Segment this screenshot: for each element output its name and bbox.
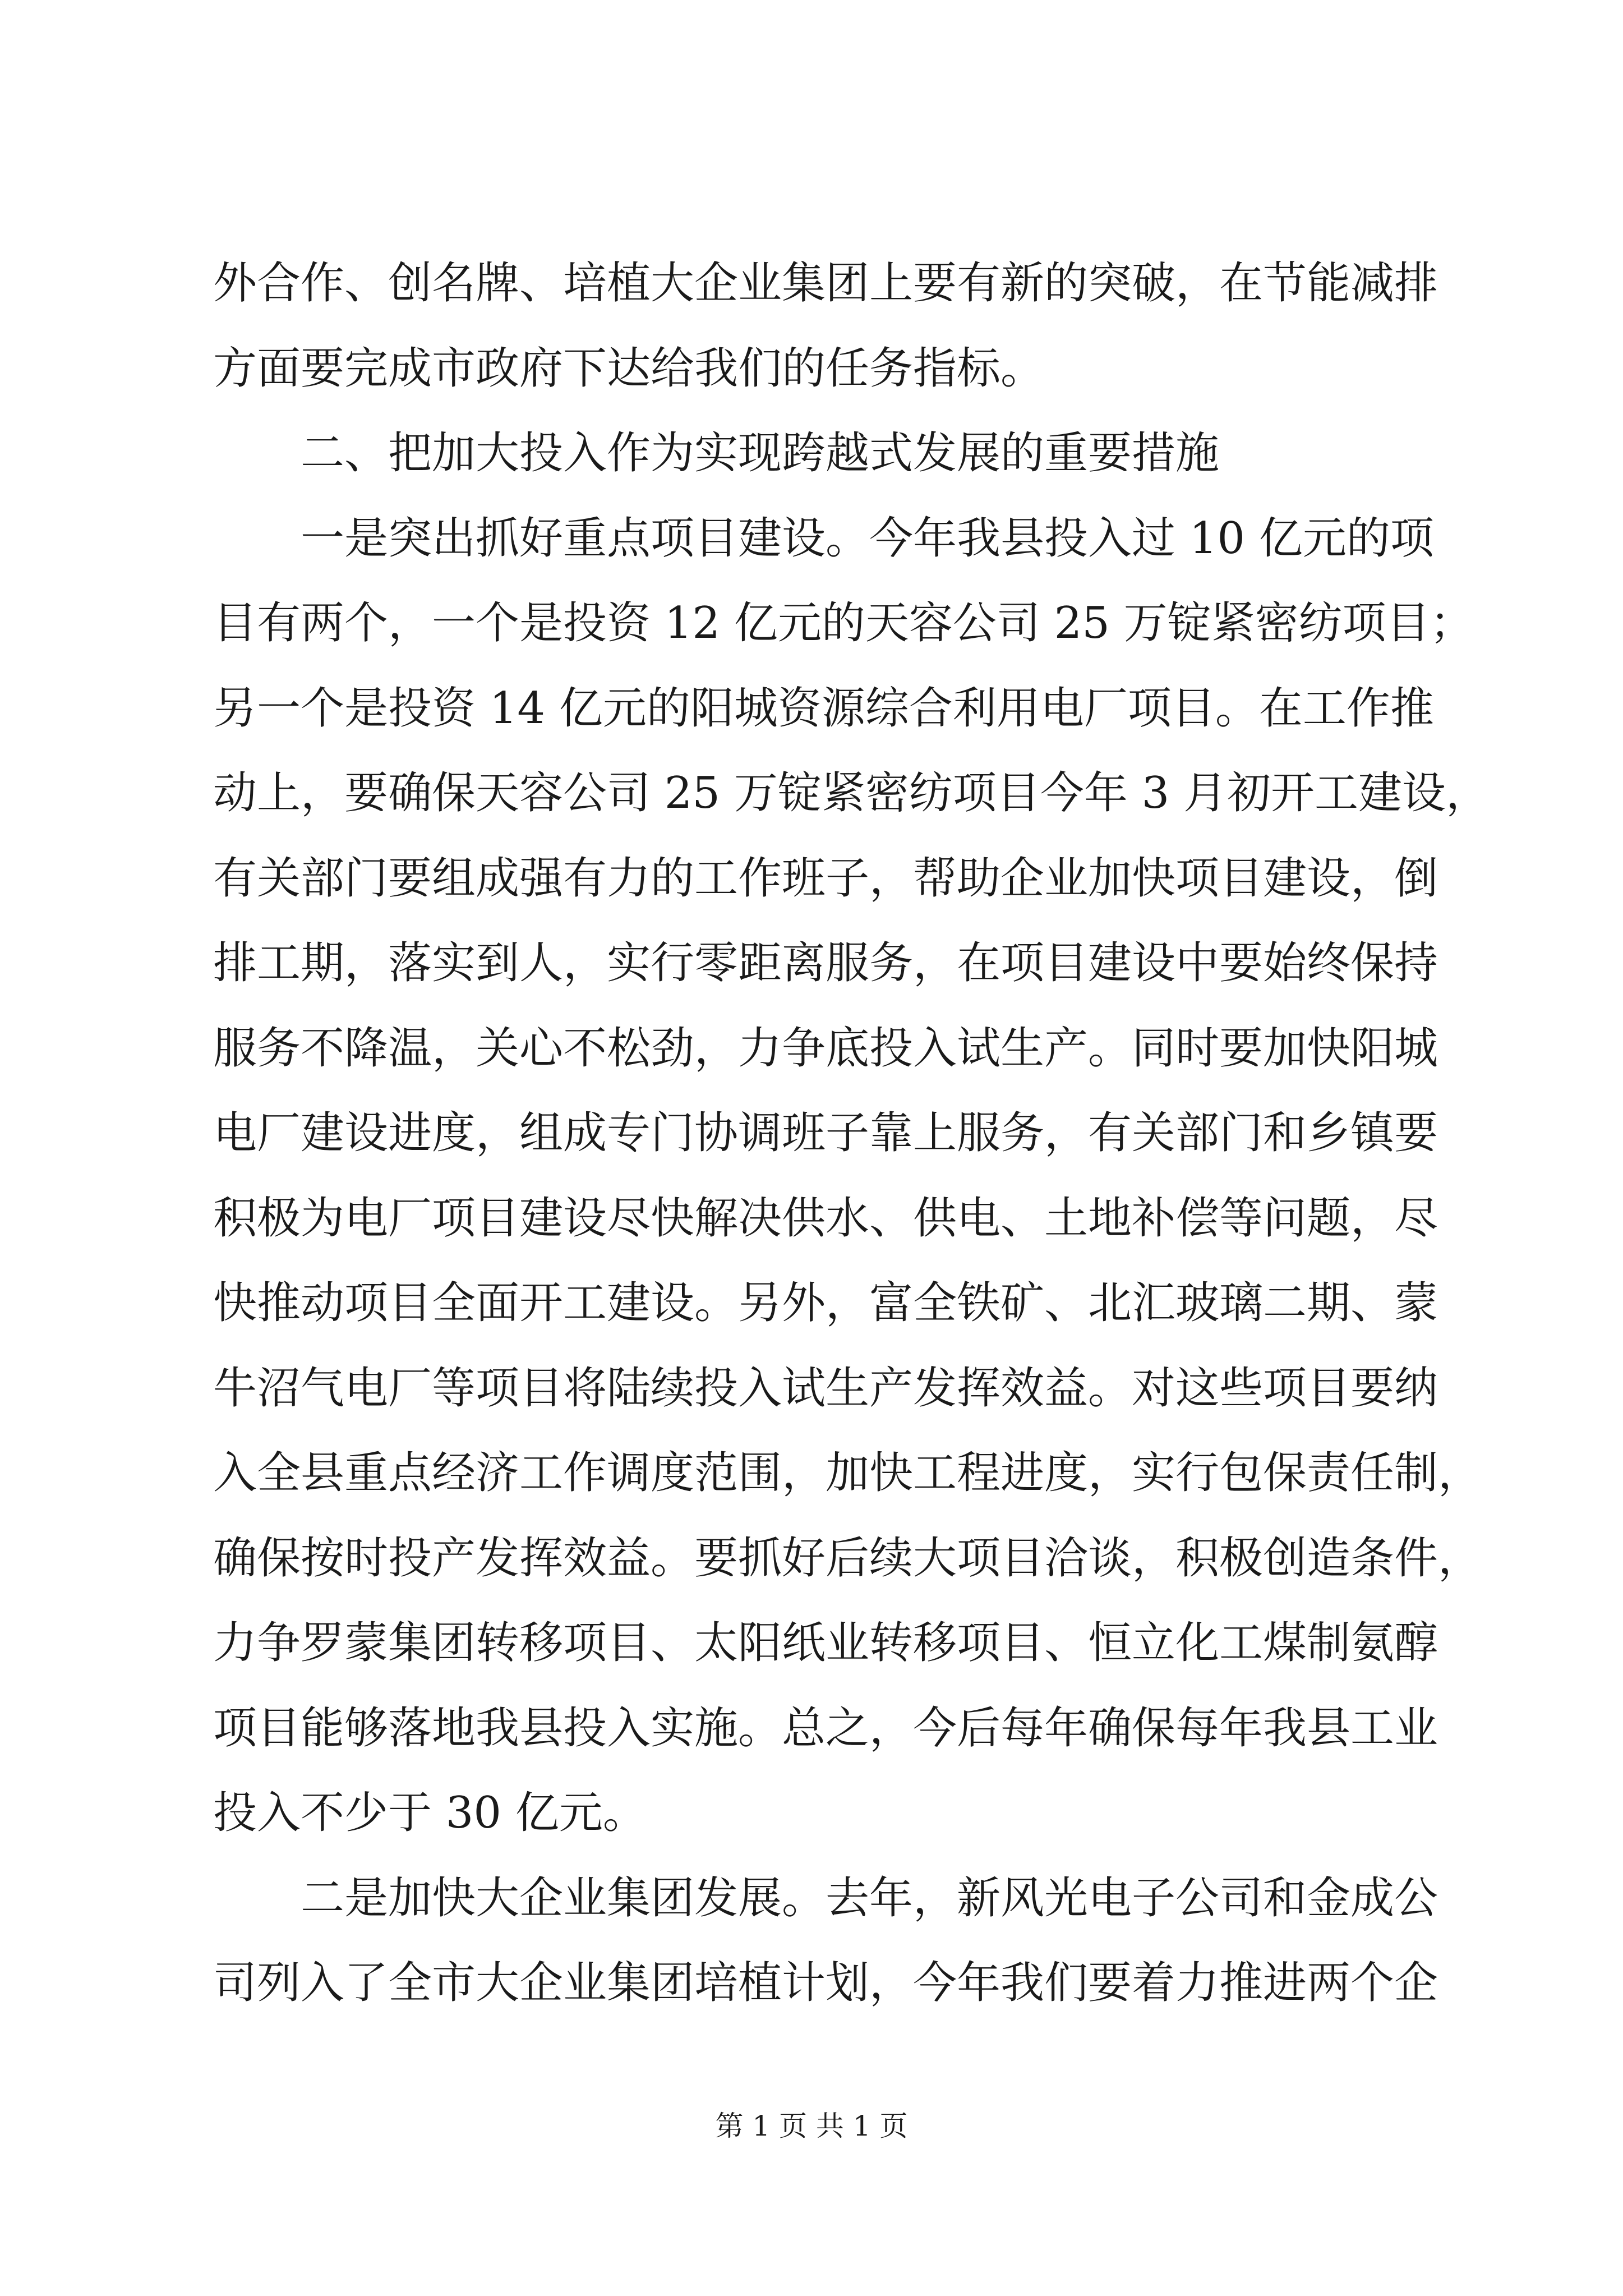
text-line: 有关部门要组成强有力的工作班子，帮助企业加快项目建设，倒 (213, 853, 1438, 904)
text-line: 项目能够落地我县投入实施。总之，今后每年确保每年我县工业 (213, 1703, 1438, 1754)
text-line: 积极为电厂项目建设尽快解决供水、供电、土地补偿等问题，尽 (213, 1193, 1438, 1244)
text-line: 方面要完成市政府下达给我们的任务指标。 (213, 343, 1045, 394)
text-line: 另一个是投资 14 亿元的阳城资源综合利用电厂项目。在工作推 (213, 683, 1434, 734)
text-line: 确保按时投产发挥效益。要抓好后续大项目洽谈，积极创造条件， (213, 1533, 1482, 1584)
text-line: 目有两个，一个是投资 12 亿元的天容公司 25 万锭紧密纺项目； (213, 598, 1474, 648)
section-heading: 二、把加大投入作为实现跨越式发展的重要措施 (213, 428, 1220, 478)
text-line: 电厂建设进度，组成专门协调班子靠上服务，有关部门和乡镇要 (213, 1108, 1438, 1158)
text-line: 司列入了全市大企业集团培植计划，今年我们要着力推进两个企 (213, 1958, 1438, 2008)
text-line: 快推动项目全面开工建设。另外，富全铁矿、北汇玻璃二期、蒙 (213, 1278, 1438, 1328)
text-line: 二是加快大企业集团发展。去年，新风光电子公司和金成公 (213, 1872, 1438, 1924)
text-line: 排工期，落实到人，实行零距离服务，在项目建设中要始终保持 (213, 938, 1438, 988)
page-number-footer: 第 1 页 共 1 页 (715, 2110, 908, 2142)
text-line: 服务不降温，关心不松劲，力争底投入试生产。同时要加快阳城 (213, 1023, 1438, 1074)
text-line: 外合作、创名牌、培植大企业集团上要有新的突破，在节能减排 (213, 258, 1438, 309)
document-body (213, 241, 1490, 2026)
text-line: 入全县重点经济工作调度范围，加快工程进度，实行包保责任制， (213, 1448, 1482, 1498)
text-line: 一是突出抓好重点项目建设。今年我县投入过 10 亿元的项 (213, 513, 1434, 564)
text-line: 动上，要确保天容公司 25 万锭紧密纺项目今年 3 月初开工建设， (213, 768, 1490, 818)
text-line: 力争罗蒙集团转移项目、太阳纸业转移项目、恒立化工煤制氨醇 (213, 1618, 1438, 1668)
text-line: 投入不少于 30 亿元。 (213, 1788, 647, 1838)
text-line: 牛沼气电厂等项目将陆续投入试生产发挥效益。对这些项目要纳 (213, 1363, 1438, 1414)
